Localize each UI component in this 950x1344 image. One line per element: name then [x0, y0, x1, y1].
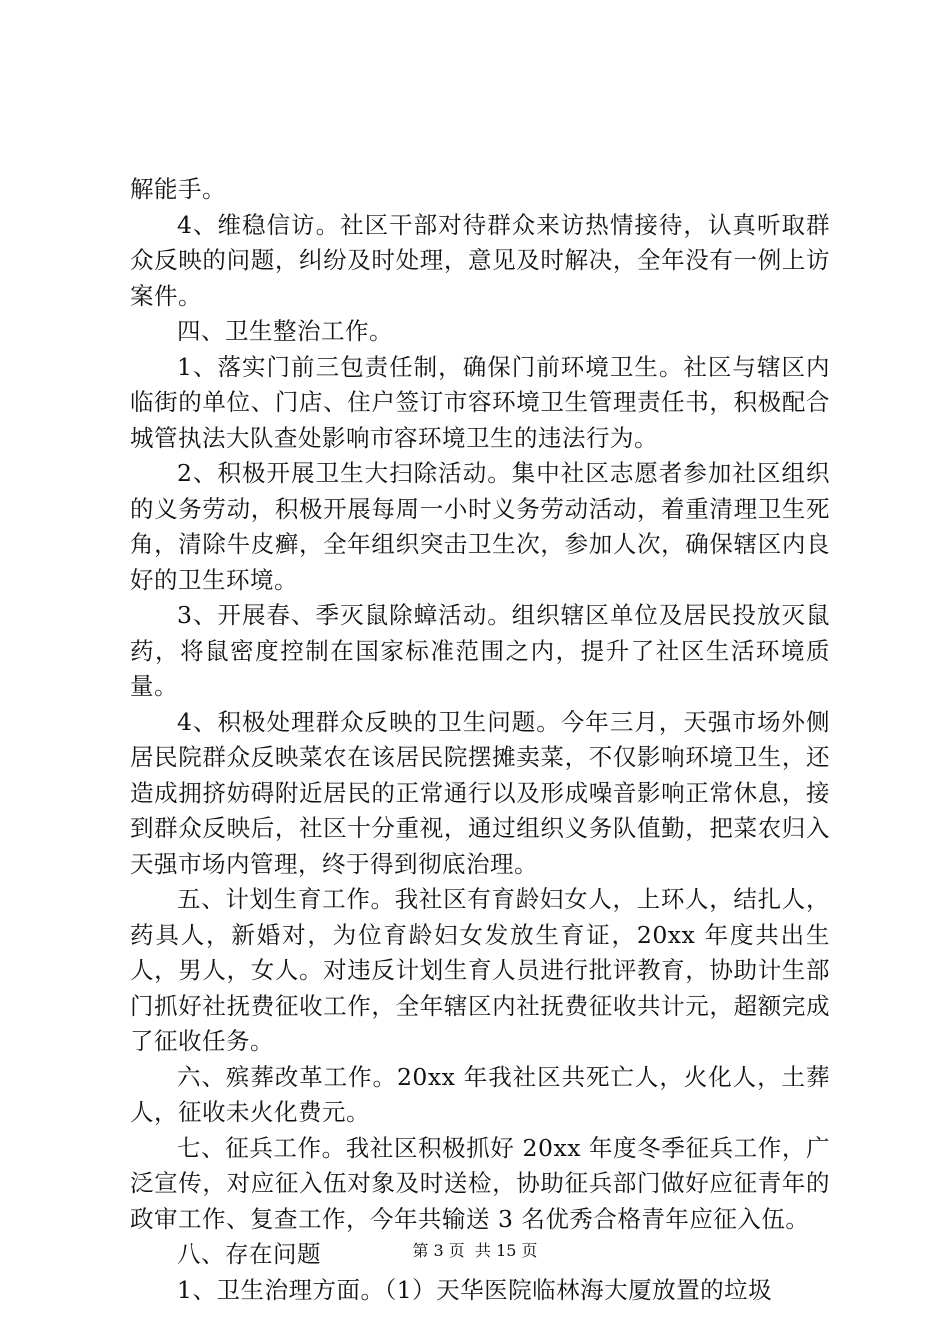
paragraph: 解能手。 [130, 175, 226, 203]
footer-gap [465, 1241, 475, 1260]
paragraph: 2、积极开展卫生大扫除活动。集中社区志愿者参加社区组织的义务劳动，积极开展每周一小时义务劳动活动，着重清理卫生死角，清除牛皮癣，全年组织突击卫生次，参加人次，确保辖区内良好的卫生环境。 [130, 459, 830, 594]
page-footer [0, 1238, 950, 1261]
page-number: 第 3 页 [412, 1241, 465, 1260]
total-pages: 共 15 页 [474, 1241, 538, 1260]
section-paragraph: 六、殡葬改革工作。20xx 年我社区共死亡人，火化人，土葬人，征收未火化费元。 [130, 1062, 830, 1126]
paragraph: 3、开展春、季灭鼠除蟑活动。组织辖区单位及居民投放灭鼠药，将鼠密度控制在国家标准范围之内，提升了社区生活环境质量。 [130, 601, 830, 700]
paragraph: 1、卫生治理方面。（1）天华医院临林海大厦放置的垃圾 [177, 1275, 773, 1304]
paragraph: 4、维稳信访。社区干部对待群众来访热情接待，认真听取群众反映的问题，纠纷及时处理，意见及时解决，全年没有一例上访案件。 [130, 210, 830, 310]
paragraph: 1、落实门前三包责任制，确保门前环境卫生。社区与辖区内临街的单位、门店、住户签订市容环境卫生管理责任书，积极配合城管执法大队查处影响市容环境卫生的违法行为。 [130, 352, 830, 452]
section-heading: 八、存在问题 [177, 1240, 321, 1268]
section-heading: 四、卫生整治工作。 [177, 317, 393, 345]
section-paragraph: 七、征兵工作。我社区积极抓好 20xx 年度冬季征兵工作，广泛宣传，对应征入伍对象及时送检，协助征兵部门做好应征青年的政审工作、复查工作，今年共输送 3 名优秀合格青年应征入伍。 [130, 1133, 830, 1233]
body-text [130, 172, 830, 1308]
section-paragraph: 五、计划生育工作。我社区有育龄妇女人，上环人，结扎人，药具人，新婚对，为位育龄妇女发放生育证，20xx 年度共出生人，男人，女人。对违反计划生育人员进行批评教育，协助计生部门抓好社抚费征收工作，全年辖区内社抚费征收共计元，超额完成了征收任务。 [130, 885, 830, 1055]
paragraph: 4、积极处理群众反映的卫生问题。今年三月，天强市场外侧居民院群众反映菜农在该居民院摆摊卖菜，不仅影响环境卫生，还造成拥挤妨碍附近居民的正常通行以及形成噪音影响正常休息，接到群众反映后，社区十分重视，通过组织义务队值勤，把菜农归入天强市场内管理，终于得到彻底治理。 [130, 707, 830, 878]
